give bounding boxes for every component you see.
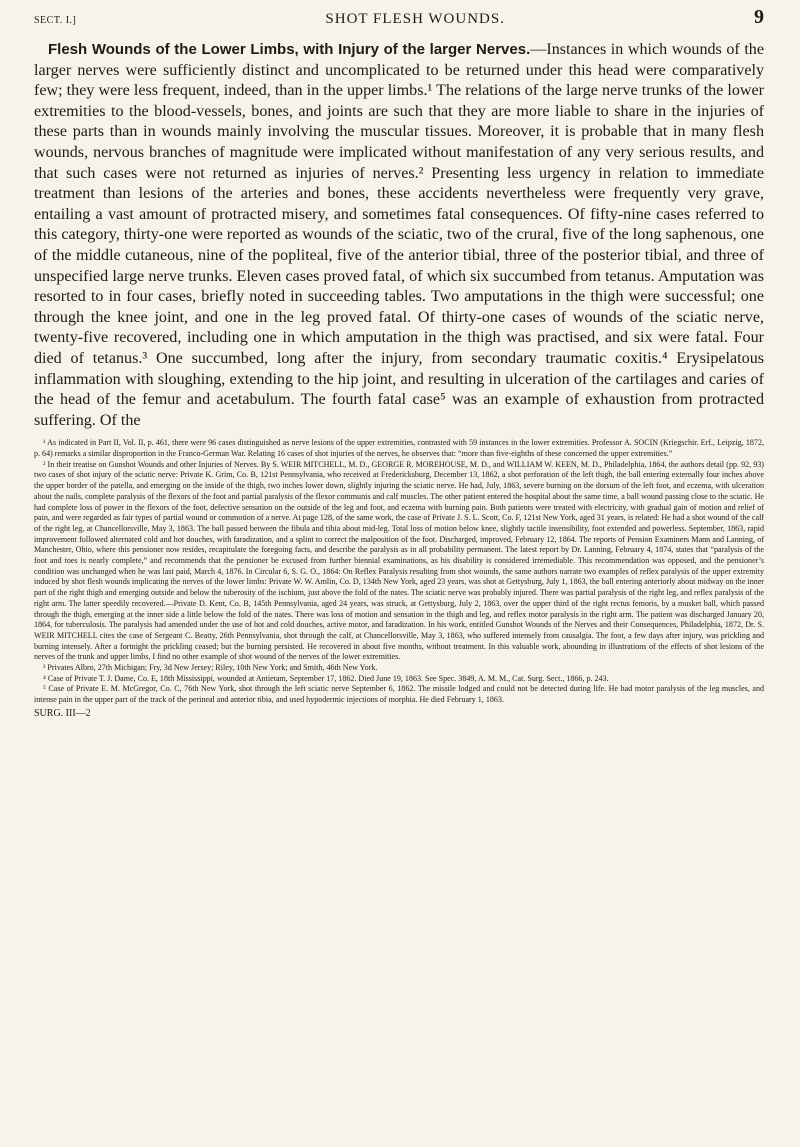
signature-mark: SURG. III—2: [34, 707, 91, 719]
footnote-2: ² In their treatise on Gunshot Wounds and other Injuries of Nerves. By S. WEIR MITCHELL, M. D., GEORGE R. MOREHOUSE, M. D., and WILLIAM W. KEEN, M. D., Philadelphia, 1864, the authors detail (pp. 92, 93) two cases of shot injury of the sciatic nerve: Private K. Grim, Co. B, 121st Pennsylvania, who received at Fredericksburg, December 13, 1862, a shot perforation of the left thigh, the ball entering externally four inches above the upper border of the patella, and emerging on the inside of the thigh, two inches lower down, slightly injuring the sciatic nerve. He had, July, 1863, severe burning on the dorsum of the left foot, and eczema, with ulceration about the nails, complete paralysis of the flexors of the foot and partial paralysis of the flexor communis and calf muscles. The other patient entered the hospital about the same time, a ball wound passing close to the sciatic. He had complete loss of power in the flexors of the foot, defective sensation on the outside of the leg and foot, and eczema with burning pain. Both patients were treated with electricity, with gradual gain of motion and relief of pain, and were regarded as fair types of partial wound or commotion of a nerve. At page 128, of the same work, the case of Private J. S. L. Scott, Co. F, 121st New York, aged 31 years, is related: He had a shot wound of the calf of the right leg, at Chancellorsville, May 3, 1863. The ball passed between the fibula and tibia about mid-leg. Total loss of motion below knee, slightly tactile insensibility, foot extended and powerless. September, 1863, rapid improvement followed alternated cold and hot douches, with faradization, and a splint to correct the malposition of the foot. Discharged, improved, February 12, 1864. The reports of Pension Examiners Mann and Lanning, of Manchester, Ohio, where this pensioner now resides, recapitulate the foregoing facts, and describe the paralysis as in all probability permanent. The latest report by Dr. Lanning, February 4, 1874, states that “paralysis of the foot and toes is nearly complete,” and recommends that the pensioner be excused from further biennial examinations, as his disability is considered irremediable. This recommendation was opposed, and the pensioner’s condition was unchanged when he was last paid, March 4, 1876. In Circular 6, S. G. O., 1864: On Reflex Paralysis resulting from shot wounds, the same authors narrate two examples of reflex paralysis of the upper extremity induced by shot flesh wounds implicating the nerves of the lower limbs: Private W. W. Amlin, Co. D, 134th New York, aged 23 years, was shot at Gettysburg, July 1, 1863, the ball entering anteriorly about midway on the inner part of the right thigh and emerging outside and below the tuberosity of the ischium, just above the fold of the nates. The sciatic nerve was probably injured. There was partial paralysis of the right leg, and reflex paralysis of the right arm. The latter speedily recovered.—Private D. Kent, Co. B, 145th Pennsylvania, aged 24 years, was struck, at Gettysburg, July 2, 1863, over the upper third of the right rectus femoris, by a musket ball, which passed through the thigh, emerging at the inner side a little below the fold of the nates. There was loss of motion and sensation in the thigh and leg, and reflex motor paralysis in the right arm. The patient was discharged January 20, 1864, for tuberculosis. The paralysis had amended under the use of hot and cold douches, active motor, and faradization. In his work, entitled Gunshot Wounds of the Nerves and their Consequences, Philadelphia, 1872, Dr. S. WEIR MITCHELL cites the case of Sergeant C. Beatty, 26th Pennsylvania, shot through the calf, at Chancellorsville, May 3, 1863, who suffered intensely from causalgia. The foot, a few days after injury, was prickling and burning intensely. After a fortnight the prickling ceased; but the burning persisted. He recovered in about five months, without treatment. In this valuable work, abounding in illustrations of the effects of shot lesions of the nerves of the trunk and upper limbs, I find no other example of shot wound of the nerves of the lower extremities.: [34, 459, 764, 662]
footnote-1: ¹ As indicated in Part II, Vol. II, p. 461, there were 96 cases distinguished as nerve lesions of the upper extremities, contrasted with 59 instances in the lower extremities. Professor A. SOCIN (Kriegschir. Erf., Leipzig, 1872, p. 64) remarks a similar disproportion in the Franco-German War. Relating 16 cases of shot injuries of the nerves, he observes that: “more than five-eighths of these concerned the upper extremities.”: [34, 438, 764, 458]
footnote-3: ³ Privates Albro, 27th Michigan; Fry, 3d New Jersey; Riley, 10th New York; and Smith, 46th New York.: [43, 663, 378, 673]
page-title: SHOT FLESH WOUNDS.: [325, 11, 505, 27]
main-paragraph: [34, 40, 764, 431]
paragraph-text: —Instances in which wounds of the larger nerves were sufficiently distinct and uncomplicated to be returned under this head were comparatively few; they were less frequent, indeed, than in the upper limbs.¹ The relations of the large nerve trunks of the lower extremities to the blood-vessels, bones, and joints are such that they are more liable to share in the injuries of these parts than in wounds mainly involving the muscular tissues. Moreover, it is probable that in many flesh wounds, nervous branches of magnitude were implicated without manifestation of any very serious results, and that such cases were not returned as injuries of nerves.² Presenting less urgency in relation to immediate treatment than lesions of the arteries and bones, these accidents nevertheless were frequently very grave, entailing a vast amount of protracted misery, and sometimes fatal consequences. Of fifty-nine cases referred to this category, thirty-one were reported as wounds of the sciatic, two of the crural, five of the long saphenous, one of the middle cutaneous, nine of the popliteal, five of the anterior tibial, three of the posterior tibial, and three of unspecified large nerve trunks. Eleven cases proved fatal, of which six succumbed from tetanus. Amputation was resorted to in four cases, briefly noted in succeeding tables. Two amputations in the thigh were successful; one through the knee joint, and one in the leg proved fatal. Of thirty-one cases of wounds of the sciatic nerve, twenty-five recovered, including one in which amputation in the thigh was practised, and six were fatal. Four died of tetanus.³ One succumbed, long after the injury, from secondary traumatic coxitis.⁴ Erysipelatous inflammation with sloughing, extending to the hip joint, and resulting in ulceration of the cartilages and caries of the head of the femur and acetabulum. The fourth fatal case⁵ was an example of exhaustion from protracted suffering. Of the: [34, 41, 764, 429]
footnote-5: ⁵ Case of Private E. M. McGregor, Co. C, 76th New York, shot through the left sciatic nerve September 6, 1862. The missile lodged and could not be detected during life. He had motor paralysis of the leg muscles, and intense pain in the upper part of the track of the perineal and anterior tibia, and used hypodermic injections of morphia. He died February 1, 1863.: [34, 684, 764, 705]
footnote-4: ⁴ Case of Private T. J. Dame, Co. E, 18th Mississippi, wounded at Antietam, September 17, 1862. Died June 19, 1863. See Spec. 3849, A. M. M., Cat. Surg. Sect., 1866, p. 243.: [43, 673, 609, 683]
section-lead: Flesh Wounds of the Lower Limbs, with Injury of the larger Nerves.: [48, 41, 531, 58]
section-label: SECT. I.]: [34, 15, 77, 26]
footnotes: [34, 438, 764, 721]
running-header: [34, 6, 764, 28]
page-number: 9: [754, 6, 764, 28]
